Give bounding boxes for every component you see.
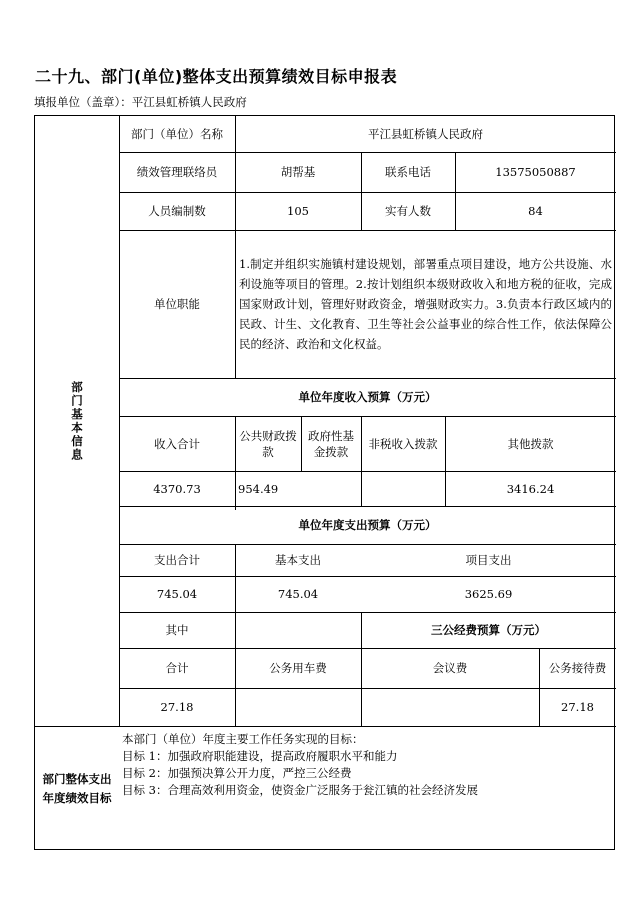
goals-block — [119, 727, 616, 851]
three-public-heading: 三公经费预算（万元） — [431, 623, 546, 637]
performance-form — [34, 115, 615, 850]
section-basic-info: 部门基本信息 — [70, 380, 84, 462]
income-value-public: 954.49 — [238, 481, 279, 496]
three-public-value-meeting — [361, 688, 539, 726]
qizhong-label: 其中 — [165, 623, 189, 637]
income-value-total: 4370.73 — [153, 481, 201, 496]
expense-header-total: 支出合计 — [154, 553, 200, 567]
income-heading: 单位年度收入预算（万元） — [298, 390, 437, 404]
page-title: 二十九、部门(单位)整体支出预算绩效目标申报表 — [35, 67, 398, 86]
income-value-fund — [301, 471, 361, 506]
three-public-header-reception: 公务接待费 — [548, 661, 607, 675]
staff-label: 人员编制数 — [148, 204, 206, 218]
dept-name-label: 部门（单位）名称 — [131, 127, 223, 141]
income-value-other: 3416.24 — [506, 481, 555, 496]
goal-item-2: 目标 2：加强预决算公开力度，严控三公经费 — [122, 766, 352, 780]
contact-label: 绩效管理联络员 — [136, 165, 218, 179]
income-header-other: 其他拨款 — [507, 436, 554, 451]
section-goal: 部门整体支出年度绩效目标 — [42, 772, 112, 805]
phone-value: 13575050887 — [495, 165, 576, 179]
three-public-header-total: 合计 — [165, 661, 189, 675]
expense-heading: 单位年度支出预算（万元） — [298, 518, 437, 532]
dept-name-value: 平江县虹桥镇人民政府 — [368, 127, 483, 141]
three-public-value-reception: 27.18 — [561, 700, 594, 714]
filler-unit: 填报单位（盖章）：平江县虹桥镇人民政府 — [34, 95, 247, 109]
income-header-total: 收入合计 — [154, 436, 200, 451]
actual-label: 实有人数 — [385, 204, 431, 218]
income-header-nontax: 非税收入拨款 — [368, 436, 438, 451]
contact-value: 胡帮基 — [280, 165, 316, 179]
three-public-value-total: 27.18 — [160, 700, 194, 714]
goals-intro: 本部门（单位）年度主要工作任务实现的目标： — [122, 732, 364, 746]
income-header-fund: 政府性基金拨款 — [308, 428, 354, 459]
function-text: 1.制定并组织实施镇村建设规划，部署重点项目建设，地方公共设施、水利设施等项目的管理。2.按计划组织本级财政收入和地方税的征收，完成国家财政计划，管理好财政资金，增强财政实力。3.负责本行政区域内的民政、计生、文化教育、卫生等社会公益事业的综合性工作，依法保障公民的经济、政治和文化权益。 — [239, 257, 612, 351]
expense-header-project: 项目支出 — [465, 553, 512, 567]
three-public-header-vehicle: 公务用车费 — [269, 661, 327, 675]
expense-value-basic: 745.04 — [277, 587, 319, 601]
income-value-nontax — [361, 471, 445, 506]
three-public-value-vehicle — [235, 688, 361, 726]
actual-value: 84 — [528, 204, 543, 218]
expense-header-basic: 基本支出 — [275, 553, 321, 567]
function-label: 单位职能 — [154, 297, 200, 311]
goal-item-1: 目标 1：加强政府职能建设，提高政府履职水平和能力 — [122, 749, 398, 763]
goal-item-3: 目标 3：合理高效利用资金，使资金广泛服务于瓮江镇的社会经济发展 — [122, 783, 478, 797]
phone-label: 联系电话 — [385, 165, 431, 179]
staff-value: 105 — [287, 204, 309, 218]
income-header-public: 公共财政拨款 — [239, 428, 297, 459]
expense-value-project: 3625.69 — [464, 587, 513, 601]
expense-value-total: 745.04 — [156, 587, 198, 601]
three-public-header-meeting: 会议费 — [432, 661, 468, 675]
